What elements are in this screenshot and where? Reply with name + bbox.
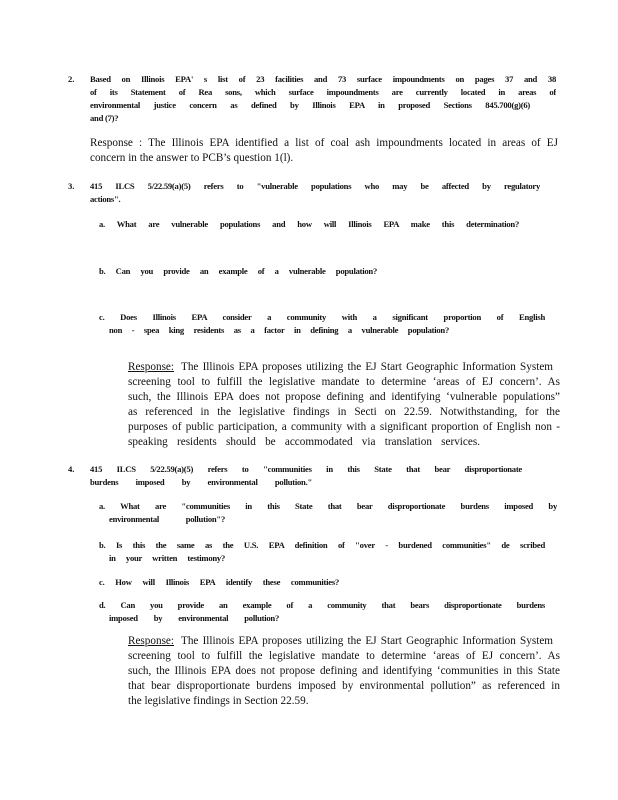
response-line: screening tool to fulfill the legislative mandate to determine ‘areas of EJ concern’. As (128, 650, 560, 662)
response-line: The Illinois EPA proposes utilizing the EJ Start Geographic Information System (181, 361, 553, 373)
item-number: 2. (68, 74, 75, 84)
question-line: of its Statement of Rea sons, which surface impoundments are currently located in areas of (90, 87, 556, 97)
response-line: such, the Illinois EPA does not propose defining and identifying ‘communities in this State (128, 665, 560, 677)
question-line: burdens imposed by environmental pollution." (90, 477, 312, 487)
sub-question-d: d. Can you provide an example of a community that bears disproportionate burdens (99, 600, 545, 610)
question-line: and (7)? (90, 113, 119, 123)
question-line: 415 ILCS 5/22.59(a)(5) refers to "vulnerable populations who may be affected by regulatory (90, 181, 540, 191)
response-line: screening tool to fulfill the legislative mandate to determine ‘areas of EJ concern’. As (128, 376, 560, 388)
sub-question-c: c. Does Illinois EPA consider a community with a significant proportion of English (99, 312, 545, 322)
sub-question-a: a. What are "communities in this State that bear disproportionate burdens imposed by (99, 501, 557, 511)
response-line: purposes of public participation, a community with a significant proportion of English non - (128, 421, 560, 433)
response-line: concern in the answer to PCB’s question 1(l). (90, 152, 294, 164)
item-number: 4. (68, 464, 75, 474)
response-line: the legislative findings in Section 22.59. (128, 695, 309, 707)
response-line: such, the Illinois EPA does not propose defining and identifying ‘vulnerable populations” (128, 391, 560, 403)
question-line: actions". (90, 194, 121, 204)
question-line: Based on Illinois EPA' s list of 23 facilities and 73 surface impoundments on pages 37 and 38 (90, 74, 556, 84)
sub-question-c: non - spea king residents as a factor in defining a vulnerable population? (109, 325, 449, 335)
item-number: 3. (68, 181, 75, 191)
response-label-text: Response: (128, 361, 174, 373)
sub-question-a: a. What are vulnerable populations and how will Illinois EPA make this determination? (99, 219, 519, 229)
sub-question-b: b. Can you provide an example of a vulnerable population? (99, 266, 377, 276)
response-line: Response : The Illinois EPA identified a list of coal ash impoundments located in areas of EJ (90, 137, 558, 149)
response-line: as referenced in the legislative findings in Secti on 22.59. Notwithstanding, for the (128, 406, 560, 418)
response-label (128, 635, 180, 648)
sub-question-a: environmental pollution"? (109, 514, 225, 524)
question-line: environmental justice concern as defined by Illinois EPA in proposed Sections 845.700(g)(6) (90, 100, 530, 110)
response-line: speaking residents should be accommodated via translation services. (128, 436, 480, 448)
response-label-text: Response: (128, 635, 174, 647)
response-label (128, 361, 180, 374)
response-line: that bear disproportionate burdens imposed by environmental pollution” as referenced in (128, 680, 560, 692)
sub-question-b: in your written testimony? (109, 553, 225, 563)
question-line: 415 ILCS 5/22.59(a)(5) refers to "communities in this State that bear disproportionate (90, 464, 522, 474)
response-line: The Illinois EPA proposes utilizing the EJ Start Geographic Information System (181, 635, 553, 647)
sub-question-d: imposed by environmental pollution? (109, 613, 279, 623)
sub-question-c: c. How will Illinois EPA identify these communities? (99, 577, 339, 587)
sub-question-b: b. Is this the same as the U.S. EPA definition of "over - burdened communities" de scribed (99, 540, 545, 550)
